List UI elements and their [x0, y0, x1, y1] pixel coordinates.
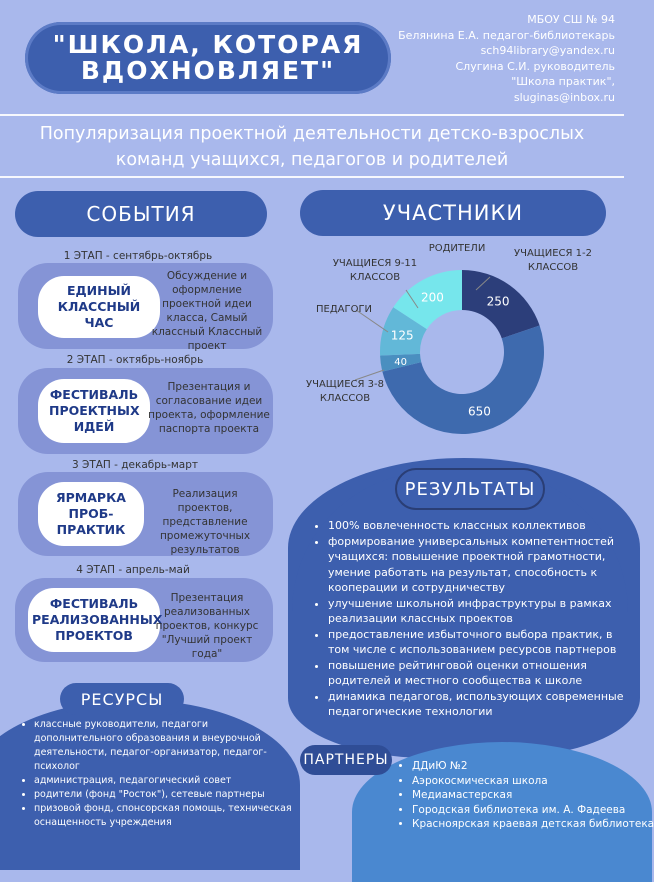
legend-label-parents: РОДИТЕЛИ: [428, 243, 486, 254]
events-heading-text: СОБЫТИЯ: [86, 202, 196, 226]
school-name: МБОУ СШ № 94: [527, 13, 615, 26]
stage-1-name-text: ЕДИНЫЙ КЛАССНЫЙ ЧАС: [57, 283, 141, 330]
partners-list: [398, 759, 654, 832]
partners-item: • Аэрокосмическая школа: [412, 774, 638, 789]
results-heading-text: РЕЗУЛЬТАТЫ: [404, 478, 536, 500]
slice-parents-value: 200: [421, 290, 444, 305]
headline: [10, 121, 614, 173]
org-info: [365, 12, 615, 105]
slice-teachers-value: 40: [394, 356, 407, 368]
partners-heading-text: ПАРТНЕРЫ: [303, 752, 389, 768]
stage-4-label: 4 ЭТАП - апрель-май: [76, 564, 190, 576]
stage-3-name-text: ЯРМАРКА ПРОБ-ПРАКТИК: [56, 490, 126, 537]
legend-label-9-11: УЧАЩИЕСЯ 9-11 КЛАССОВ: [332, 258, 418, 283]
results-item: • динамика педагогов, использующих современные педагогические технологии: [328, 689, 628, 720]
resources-item: • классные руководители, педагоги дополнительного образования и внеурочной деятельности, педагог-организатор, педагог-психолог: [34, 718, 296, 774]
events-heading: [15, 191, 267, 237]
headline-line-1: Популяризация проектной деятельности детско-взрослых: [39, 124, 585, 144]
headline-line-2: команд учащихся, педагогов и родителей: [115, 150, 509, 170]
results-heading: [395, 468, 545, 510]
resources-item: • родители (фонд "Росток"), сетевые партнеры: [34, 788, 296, 802]
stage-1-name: [38, 276, 160, 338]
legend-label-1-2: УЧАЩИЕСЯ 1-2 КЛАССОВ: [514, 248, 592, 273]
author-1: Белянина Е.А. педагог-библиотекарь: [398, 28, 615, 42]
legend-label-teachers: ПЕДАГОГИ: [316, 304, 373, 315]
author-2: Слугина С.И. руководитель: [455, 59, 615, 73]
partners-item: • Медиамастерская: [412, 788, 638, 803]
results-item: • повышение рейтинговой оценки отношения родителей и местного сообщества к школе: [328, 658, 628, 689]
stage-4-desc: Презентация реализованных проектов, конкурс "Лучший проект года": [155, 592, 259, 660]
results-item: • 100% вовлеченность классных коллективов: [328, 518, 628, 534]
slice-3-8-value: 650: [468, 404, 491, 419]
poster-title: [25, 22, 391, 94]
stage-2-name-text: ФЕСТИВАЛЬ ПРОЕКТНЫХ ИДЕЙ: [49, 387, 140, 434]
partners-heading: [300, 745, 392, 775]
author-2-role: "Школа практик",: [511, 75, 615, 88]
results-item: • предоставление избыточного выбора практик, в том числе с использованием ресурсов партнеров: [328, 627, 628, 658]
stage-3-desc: Реализация проектов, представление промежуточных результатов: [159, 488, 251, 556]
partners-item: • Городская библиотека им. А. Фадеева: [412, 803, 638, 818]
poster-title-text: "ШКОЛА, КОТОРАЯ ВДОХНОВЛЯЕТ": [52, 29, 364, 85]
results-item: • формирование универсальных компетентностей учащихся: повышение проектной грамотности, умение работать на результат, способность к кооперации и сотрудничеству: [328, 534, 628, 596]
legend-label-3-8: УЧАЩИЕСЯ 3-8 КЛАССОВ: [306, 379, 384, 404]
partners-item: • ДДиЮ №2: [412, 759, 638, 774]
divider-top: [0, 114, 624, 116]
stage-3-name: [38, 482, 144, 546]
divider-bottom: [0, 176, 624, 178]
stage-1-desc: Обсуждение и оформление проектной идеи класса, Самый классный Классный проект: [151, 270, 263, 352]
participants-heading: [300, 190, 606, 236]
slice-1-2-value: 250: [486, 294, 510, 309]
resources-heading-text: РЕСУРСЫ: [80, 689, 164, 709]
stage-4-name: [28, 588, 163, 652]
stage-2-label: 2 ЭТАП - октябрь-ноябрь: [66, 354, 204, 366]
stage-2-desc: Презентация и согласование идеи проекта, оформление паспорта проекта: [148, 381, 270, 435]
results-list: [314, 518, 628, 720]
partners-item: • Красноярская краевая детская библиотека: [412, 817, 638, 832]
stage-1-label: 1 ЭТАП - сентябрь-октябрь: [63, 250, 213, 262]
email-2[interactable]: sluginas@inbox.ru: [513, 90, 615, 104]
stage-4-name-text: ФЕСТИВАЛЬ РЕАЛИЗОВАННЫХ ПРОЕКТОВ: [32, 596, 163, 643]
results-item: • улучшение школьной инфраструктуры в рамках реализации классных проектов: [328, 596, 628, 627]
stage-2-name: [38, 379, 150, 443]
participants-heading-text: УЧАСТНИКИ: [382, 201, 524, 225]
resources-item: • администрация, педагогический совет: [34, 774, 296, 788]
slice-9-11-value: 125: [390, 328, 414, 343]
stage-3-label: 3 ЭТАП - декабрь-март: [71, 459, 199, 471]
email-1[interactable]: sch94library@yandex.ru: [480, 44, 615, 57]
resources-heading: [60, 683, 184, 715]
resources-list: [20, 718, 296, 830]
resources-item: • призовой фонд, спонсорская помощь, техническая оснащенность учреждения: [34, 802, 296, 830]
